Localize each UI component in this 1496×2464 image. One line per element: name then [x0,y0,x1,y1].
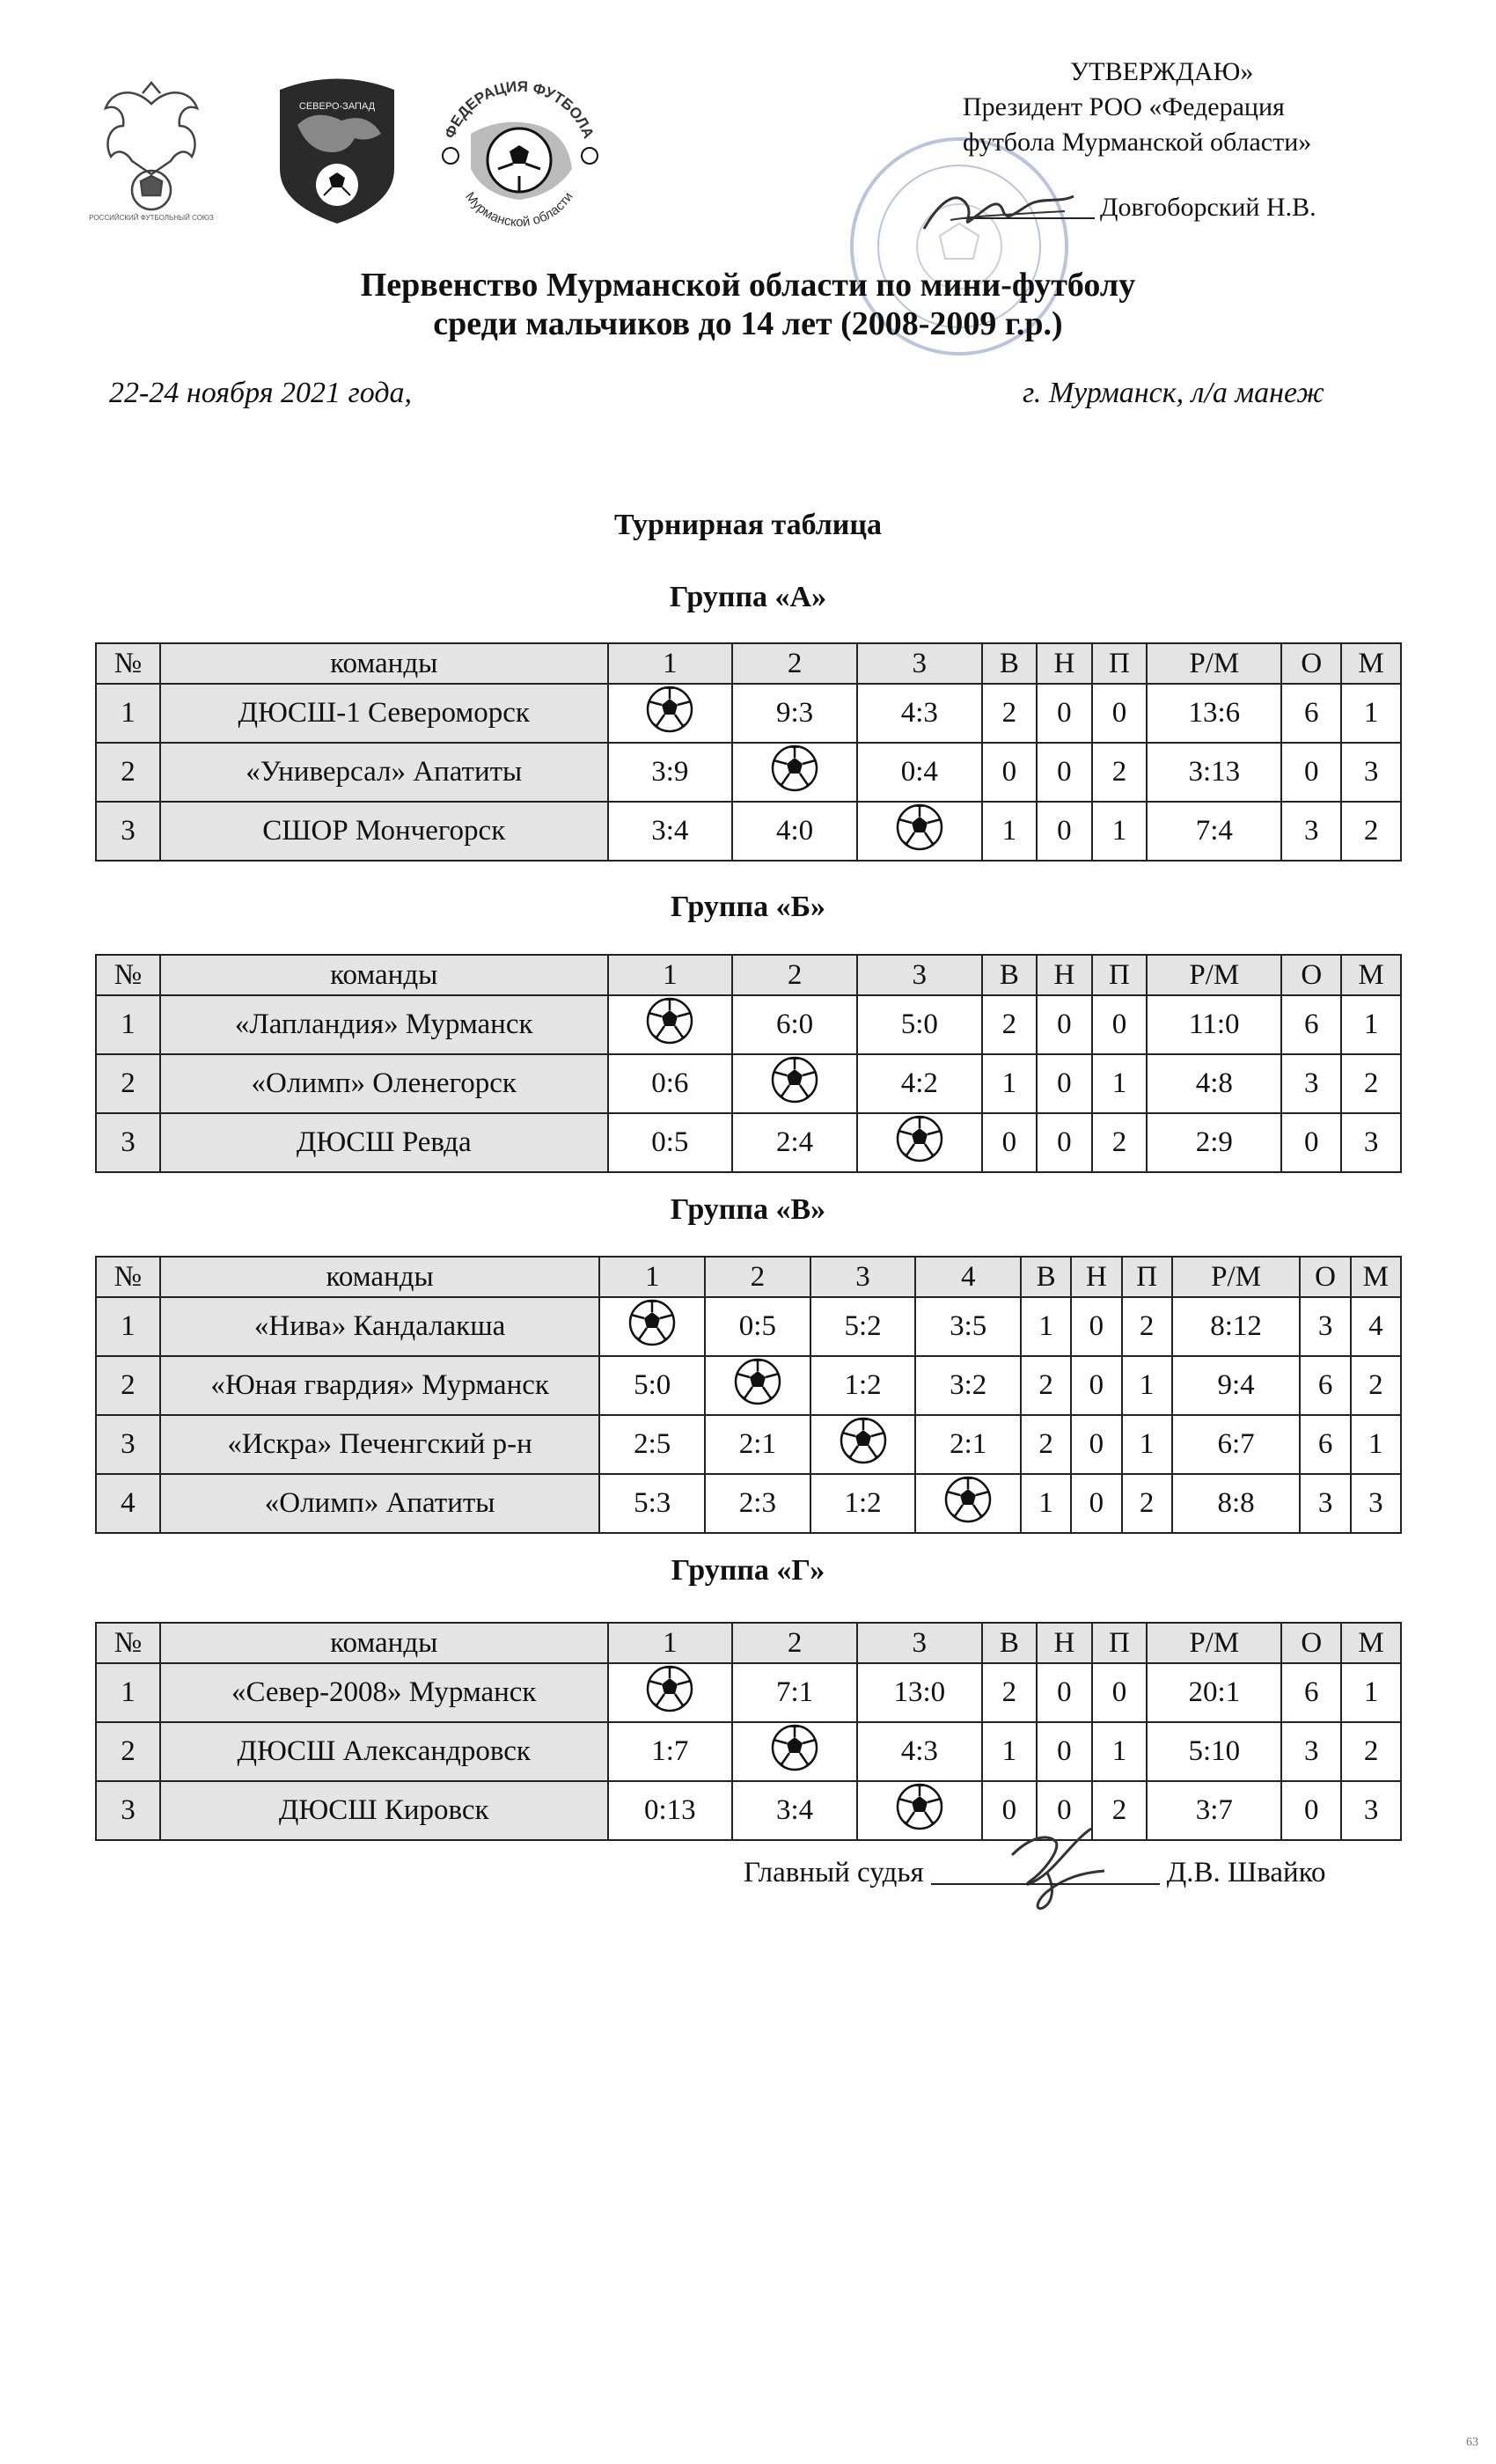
diagonal-cell [732,1054,857,1113]
table-header-row [96,955,1401,995]
header-losses: П [1092,643,1148,684]
draws-cell: 0 [1037,1663,1092,1722]
points-cell: 3 [1300,1474,1350,1533]
place-cell: 3 [1341,1781,1401,1840]
draws-cell: 0 [1037,995,1092,1054]
losses-cell: 0 [1092,995,1148,1054]
soccer-ball-icon [706,1357,810,1414]
diagonal-cell [705,1356,810,1415]
president-signature [915,180,1082,242]
result-cell: 3:5 [915,1297,1021,1356]
row-num: 3 [96,1113,160,1172]
team-name: «Нива» Кандалакша [160,1297,600,1356]
draws-cell: 0 [1037,1054,1092,1113]
diagonal-cell [599,1297,705,1356]
losses-cell: 2 [1092,1113,1148,1172]
row-num: 3 [96,1781,160,1840]
northwest-league-logo [271,72,403,226]
losses-cell: 1 [1092,1054,1148,1113]
result-cell: 1:2 [810,1356,916,1415]
wins-cell: 2 [982,1663,1038,1722]
wins-cell: 1 [982,802,1038,861]
place-cell: 3 [1341,1113,1401,1172]
points-cell: 3 [1281,1054,1341,1113]
table-header-row [96,1257,1401,1297]
draws-cell: 0 [1071,1474,1121,1533]
header-col-1: 1 [608,955,733,995]
result-cell: 6:0 [732,995,857,1054]
header-col-3: 3 [810,1257,916,1297]
header-draws: Н [1071,1257,1121,1297]
diagonal-cell [810,1415,916,1474]
place-cell: 3 [1351,1474,1401,1533]
result-cell: 4:3 [857,1722,982,1781]
header-wins: В [982,1623,1038,1663]
wins-cell: 0 [982,1113,1038,1172]
header-goals: Р/М [1147,1623,1281,1663]
goals-cell: 7:4 [1147,802,1281,861]
referee-signature-blank [931,1883,1160,1885]
place-cell: 1 [1341,995,1401,1054]
result-cell: 2:1 [915,1415,1021,1474]
goals-cell: 8:8 [1172,1474,1301,1533]
row-num: 2 [96,1054,160,1113]
result-cell: 4:0 [732,802,857,861]
row-num: 3 [96,1415,160,1474]
soccer-ball-icon [733,1055,856,1112]
diagonal-cell [915,1474,1021,1533]
header-col-3: 3 [857,1623,982,1663]
header-place: М [1351,1257,1401,1297]
result-cell: 2:3 [705,1474,810,1533]
result-cell: 9:3 [732,684,857,743]
points-cell: 6 [1281,684,1341,743]
table-row [96,1415,1401,1474]
goals-cell: 11:0 [1147,995,1281,1054]
diagonal-cell [608,684,733,743]
soccer-ball-icon [811,1416,915,1473]
approval-line-3: футбола Мурманской области» [963,128,1312,157]
row-num: 1 [96,684,160,743]
header-col-4: 4 [915,1257,1021,1297]
wins-cell: 2 [982,995,1038,1054]
table-row [96,995,1401,1054]
table-row [96,743,1401,802]
header-place: М [1341,643,1401,684]
points-cell: 6 [1300,1356,1350,1415]
place-cell: 1 [1351,1415,1401,1474]
header-teams: команды [160,1623,608,1663]
goals-cell: 3:13 [1147,743,1281,802]
header-points: О [1281,955,1341,995]
draws-cell: 0 [1037,1722,1092,1781]
team-name: «Олимп» Оленегорск [160,1054,608,1113]
place-cell: 1 [1341,684,1401,743]
diagonal-cell [608,1663,733,1722]
losses-cell: 0 [1092,1663,1148,1722]
header-col-3: 3 [857,955,982,995]
result-cell: 3:4 [732,1781,857,1840]
diagonal-cell [857,1781,982,1840]
table-row [96,1722,1401,1781]
header-losses: П [1092,1623,1148,1663]
diagonal-cell [857,802,982,861]
losses-cell: 2 [1092,743,1148,802]
place-cell: 2 [1341,1722,1401,1781]
group-v-title: Группа «В» [670,1193,826,1226]
place-cell: 4 [1351,1297,1401,1356]
soccer-ball-icon [609,685,732,742]
table-row [96,1474,1401,1533]
header-col-2: 2 [732,643,857,684]
points-cell: 3 [1281,802,1341,861]
team-name: ДЮСШ Ревда [160,1113,608,1172]
result-cell: 5:0 [857,995,982,1054]
row-num: 2 [96,1356,160,1415]
wins-cell: 2 [1021,1415,1071,1474]
result-cell: 5:3 [599,1474,705,1533]
wins-cell: 0 [982,1781,1038,1840]
draws-cell: 0 [1037,1113,1092,1172]
goals-cell: 4:8 [1147,1054,1281,1113]
header-teams: команды [160,643,608,684]
draws-cell: 0 [1071,1297,1121,1356]
header-losses: П [1122,1257,1172,1297]
row-num: 2 [96,743,160,802]
points-cell: 6 [1281,1663,1341,1722]
draws-cell: 0 [1037,802,1092,861]
wins-cell: 1 [982,1722,1038,1781]
diagonal-cell [732,743,857,802]
result-cell: 0:6 [608,1054,733,1113]
wins-cell: 2 [982,684,1038,743]
wins-cell: 1 [1021,1474,1071,1533]
group-b-title: Группа «Б» [670,891,826,923]
header-wins: В [1021,1257,1071,1297]
federation-logo-top-text: ФЕДЕРАЦИЯ ФУТБОЛА [441,77,598,142]
header-num: № [96,955,160,995]
result-cell: 2:4 [732,1113,857,1172]
draws-cell: 0 [1037,1781,1092,1840]
event-dates: 22-24 ноября 2021 года, [109,377,413,409]
standings-heading: Турнирная таблица [614,509,882,541]
soccer-ball-icon [609,996,732,1053]
goals-cell: 8:12 [1172,1297,1301,1356]
row-num: 2 [96,1722,160,1781]
header-points: О [1281,643,1341,684]
approval-signer: Довгоборский Н.В. [1100,193,1316,222]
header-draws: Н [1037,643,1092,684]
result-cell: 0:5 [705,1297,810,1356]
soccer-ball-icon [609,1664,732,1721]
rfs-logo-text: РОССИЙСКИЙ ФУТБОЛЬНЫЙ СОЮЗ [89,214,214,222]
header-col-3: 3 [857,643,982,684]
row-num: 1 [96,995,160,1054]
result-cell: 3:4 [608,802,733,861]
table-header-row [96,1623,1401,1663]
header-teams: команды [160,1257,600,1297]
team-name: «Искра» Печенгский р-н [160,1415,600,1474]
header-goals: Р/М [1172,1257,1301,1297]
table-row [96,1356,1401,1415]
result-cell: 5:2 [810,1297,916,1356]
page-mark: 63 [1466,2436,1478,2449]
result-cell: 13:0 [857,1663,982,1722]
header-num: № [96,1257,160,1297]
soccer-ball-icon [858,1114,981,1171]
points-cell: 3 [1281,1722,1341,1781]
table-header-row [96,643,1401,684]
result-cell: 4:3 [857,684,982,743]
northwest-logo-text: СЕВЕРО-ЗАПАД [298,101,376,112]
federation-logo-bottom-text: Мурманской области [462,189,576,231]
header-col-1: 1 [599,1257,705,1297]
rfs-eagle-logo [89,77,214,227]
title-line-2: среди мальчиков до 14 лет (2008-2009 г.р.) [433,305,1063,342]
losses-cell: 2 [1092,1781,1148,1840]
title-line-1: Первенство Мурманской области по мини-футболу [360,267,1136,304]
header-num: № [96,1623,160,1663]
points-cell: 6 [1300,1415,1350,1474]
diagonal-cell [608,995,733,1054]
points-cell: 0 [1281,743,1341,802]
header-goals: Р/М [1147,955,1281,995]
result-cell: 0:4 [857,743,982,802]
result-cell: 1:7 [608,1722,733,1781]
draws-cell: 0 [1071,1415,1121,1474]
place-cell: 1 [1341,1663,1401,1722]
goals-cell: 2:9 [1147,1113,1281,1172]
draws-cell: 0 [1037,684,1092,743]
table-row [96,1781,1401,1840]
soccer-ball-icon [600,1298,704,1355]
draws-cell: 0 [1037,743,1092,802]
murmansk-federation-logo [431,72,607,239]
header-draws: Н [1037,955,1092,995]
group-g-title: Группа «Г» [671,1554,825,1587]
row-num: 1 [96,1297,160,1356]
header-place: М [1341,955,1401,995]
losses-cell: 0 [1092,684,1148,743]
header-draws: Н [1037,1623,1092,1663]
team-name: ДЮСШ Александровск [160,1722,608,1781]
soccer-ball-icon [916,1475,1020,1532]
table-row [96,1297,1401,1356]
team-name: «Север-2008» Мурманск [160,1663,608,1722]
team-name: СШОР Мончегорск [160,802,608,861]
row-num: 4 [96,1474,160,1533]
goals-cell: 3:7 [1147,1781,1281,1840]
losses-cell: 1 [1122,1356,1172,1415]
header-losses: П [1092,955,1148,995]
row-num: 1 [96,1663,160,1722]
goals-cell: 6:7 [1172,1415,1301,1474]
goals-cell: 20:1 [1147,1663,1281,1722]
header-points: О [1300,1257,1350,1297]
losses-cell: 1 [1092,1722,1148,1781]
place-cell: 2 [1351,1356,1401,1415]
result-cell: 0:13 [608,1781,733,1840]
referee-label: Главный судья [744,1857,924,1888]
diagonal-cell [732,1722,857,1781]
row-num: 3 [96,802,160,861]
soccer-ball-icon [858,803,981,860]
header-teams: команды [160,955,608,995]
result-cell: 2:5 [599,1415,705,1474]
wins-cell: 0 [982,743,1038,802]
group-b-table [95,954,1402,1173]
header-points: О [1281,1623,1341,1663]
place-cell: 3 [1341,743,1401,802]
draws-cell: 0 [1071,1356,1121,1415]
wins-cell: 2 [1021,1356,1071,1415]
header-col-1: 1 [608,643,733,684]
place-cell: 2 [1341,1054,1401,1113]
points-cell: 0 [1281,1113,1341,1172]
points-cell: 3 [1300,1297,1350,1356]
soccer-ball-icon [733,1723,856,1780]
team-name: ДЮСШ Кировск [160,1781,608,1840]
team-name: ДЮСШ-1 Североморск [160,684,608,743]
goals-cell: 9:4 [1172,1356,1301,1415]
group-a-title: Группа «А» [669,581,827,613]
result-cell: 2:1 [705,1415,810,1474]
diagonal-cell [857,1113,982,1172]
table-row [96,684,1401,743]
result-cell: 1:2 [810,1474,916,1533]
result-cell: 5:0 [599,1356,705,1415]
header-goals: Р/М [1147,643,1281,684]
table-row [96,1113,1401,1172]
group-g-table [95,1622,1402,1841]
group-a-table [95,642,1402,862]
result-cell: 7:1 [732,1663,857,1722]
wins-cell: 1 [982,1054,1038,1113]
points-cell: 0 [1281,1781,1341,1840]
losses-cell: 1 [1122,1415,1172,1474]
referee-line [744,1857,1326,1889]
points-cell: 6 [1281,995,1341,1054]
team-name: «Юная гвардия» Мурманск [160,1356,600,1415]
result-cell: 0:5 [608,1113,733,1172]
header-col-2: 2 [732,1623,857,1663]
losses-cell: 2 [1122,1474,1172,1533]
referee-name: Д.В. Швайко [1166,1857,1326,1888]
wins-cell: 1 [1021,1297,1071,1356]
header-wins: В [982,955,1038,995]
header-col-2: 2 [705,1257,810,1297]
header-place: М [1341,1623,1401,1663]
place-cell: 2 [1341,802,1401,861]
event-venue: г. Мурманск, л/а манеж [1023,377,1324,409]
approval-line-2: Президент РОО «Федерация [963,92,1285,121]
table-row [96,1663,1401,1722]
header-wins: В [982,643,1038,684]
header-num: № [96,643,160,684]
team-name: «Универсал» Апатиты [160,743,608,802]
table-row [96,802,1401,861]
header-col-2: 2 [732,955,857,995]
group-v-table [95,1256,1402,1534]
approval-line-1: УТВЕРЖДАЮ» [1070,57,1254,86]
header-col-1: 1 [608,1623,733,1663]
losses-cell: 1 [1092,802,1148,861]
result-cell: 3:9 [608,743,733,802]
result-cell: 4:2 [857,1054,982,1113]
goals-cell: 5:10 [1147,1722,1281,1781]
result-cell: 3:2 [915,1356,1021,1415]
goals-cell: 13:6 [1147,684,1281,743]
soccer-ball-icon [858,1782,981,1839]
table-row [96,1054,1401,1113]
team-name: «Лапландия» Мурманск [160,995,608,1054]
soccer-ball-icon [733,744,856,801]
team-name: «Олимп» Апатиты [160,1474,600,1533]
losses-cell: 2 [1122,1297,1172,1356]
document-title [0,266,1496,343]
